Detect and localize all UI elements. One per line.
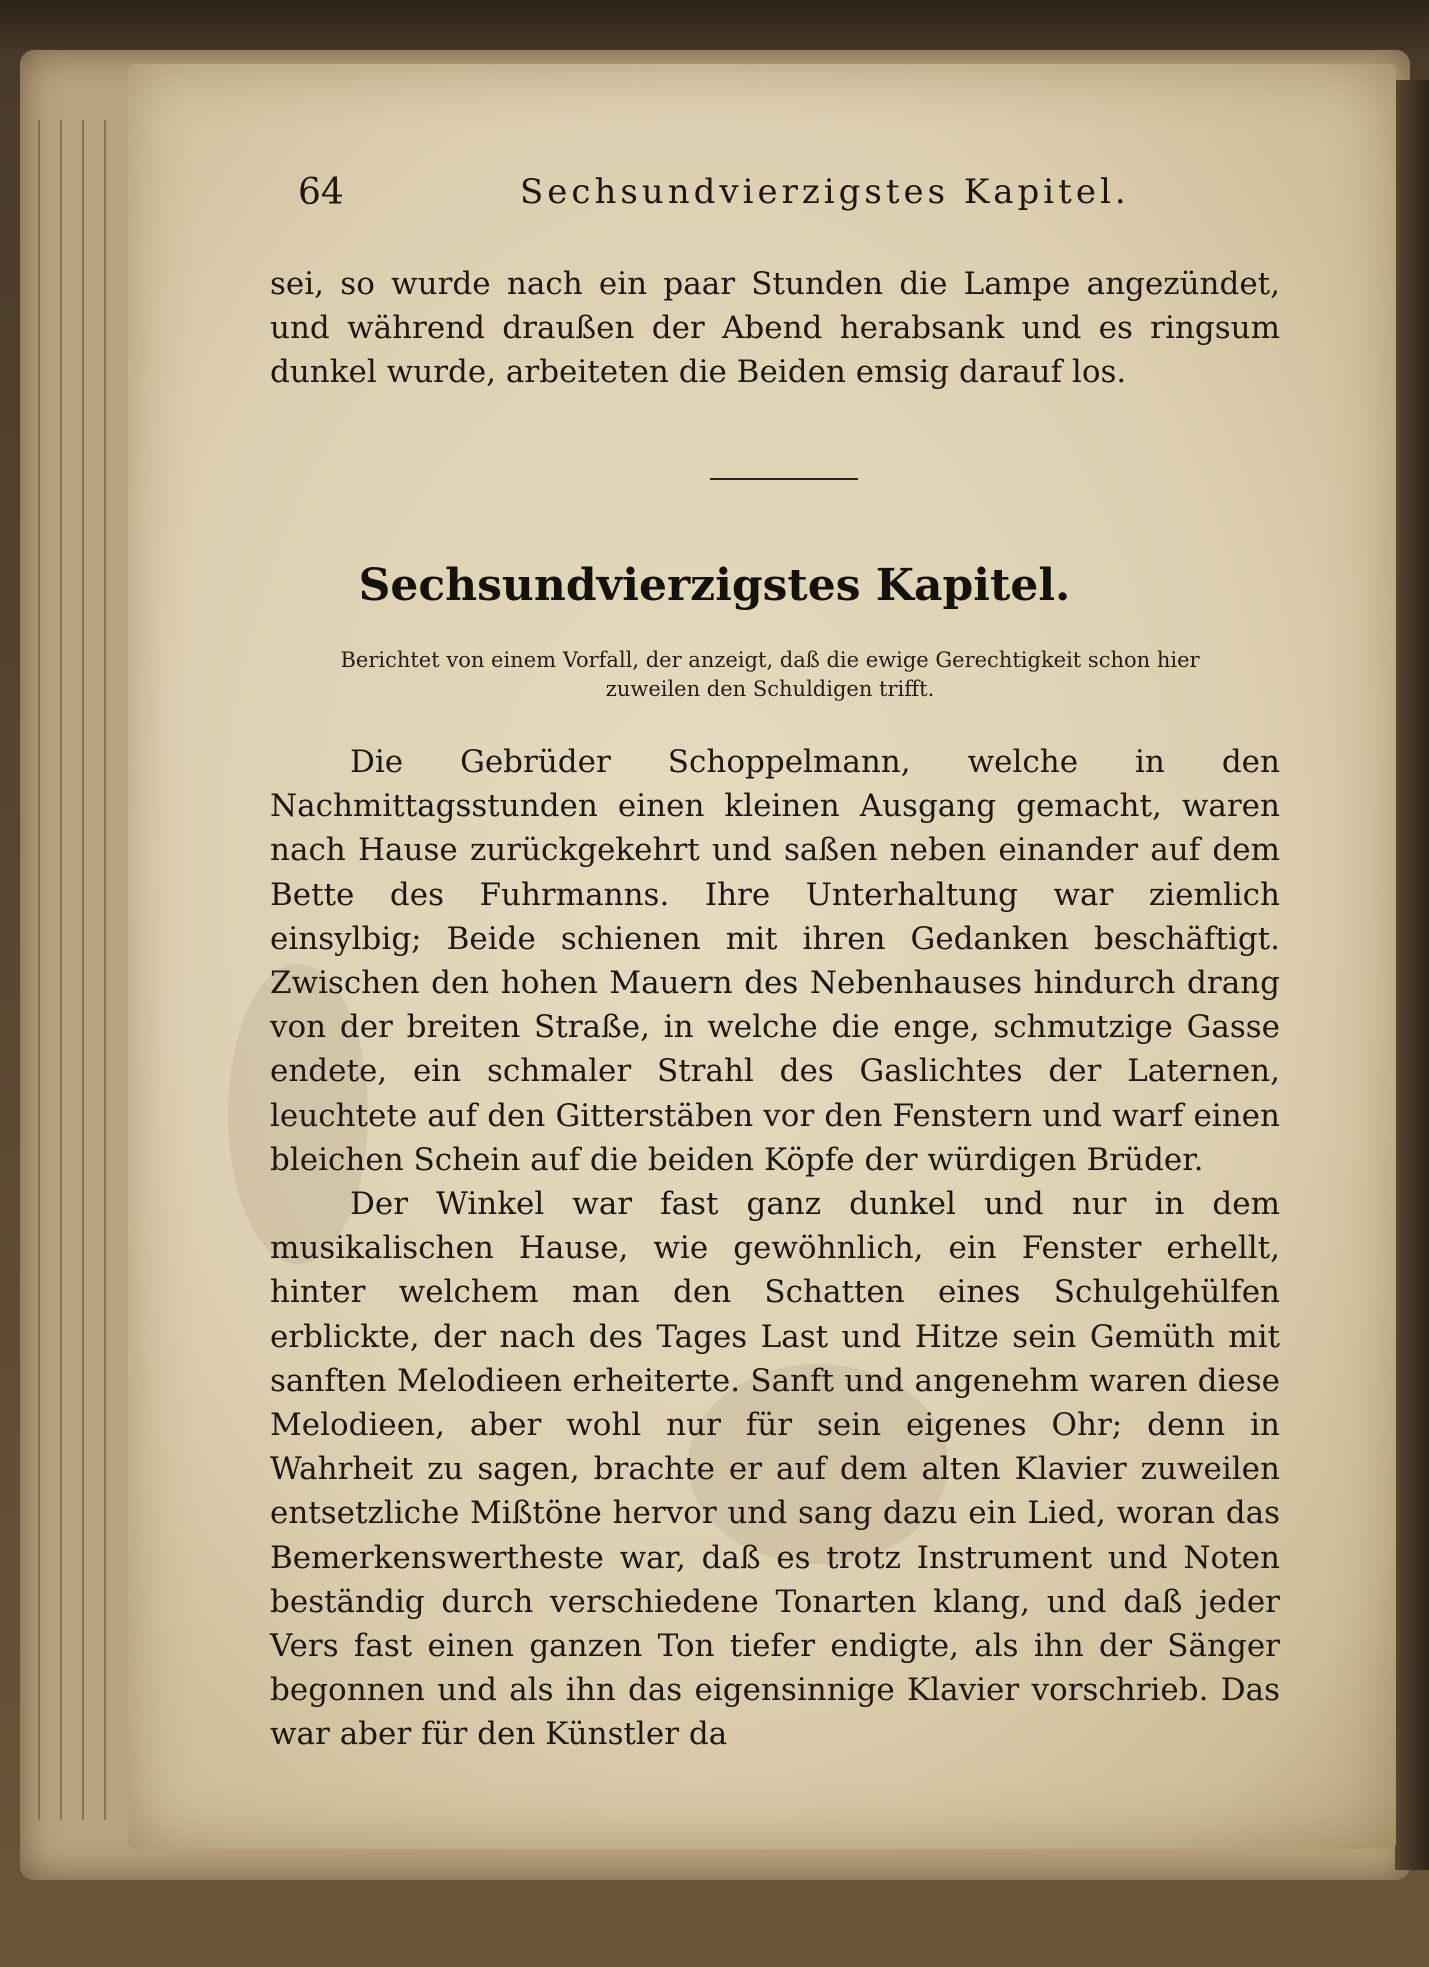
edge-line [104, 120, 106, 1820]
chapter-title: Sechsundvierzigstes Kapitel. [358, 560, 1071, 611]
running-head [0, 172, 1429, 232]
paragraph: Der Winkel war fast ganz dunkel und nur in dem musikalischen Hause, wie gewöhnlich, ein Fenster erhellt, hinter welchem man den Schatten eines Schulgehülfen erblickte, der nach des Tages Last und Hitze sein Gemüth mit sanften Melodieen erheiterte. Sanft und angenehm waren diese Melodieen, aber wohl nur für sein eigenes Ohr; denn in Wahrheit zu sagen, brachte er auf dem alten Klavier zuweilen entsetzliche Mißtöne hervor und sang dazu ein Lied, woran das Bemerkenswertheste war, daß es trotz Instrument und Noten beständig durch verschiedene Tonarten klang, und daß jeder Vers fast einen ganzen Ton tiefer endigte, als ihn der Sänger begonnen und als ihn das eigensinnige Klavier vorschrieb. Das war aber für den Künstler da [270, 1186, 1280, 1753]
running-title: Sechsundvierzigstes Kapitel. [520, 172, 1130, 212]
edge-line [38, 120, 40, 1820]
paragraph: Die Gebrüder Schoppelmann, welche in den Nachmittagsstunden einen kleinen Ausgang gemacht, waren nach Hause zurückgekehrt und saßen neben einander auf dem Bette des Fuhrmanns. Ihre Unterhaltung war ziemlich einsylbig; Beide schienen mit ihren Gedanken beschäftigt. Zwischen den hohen Mauern des Nebenhauses hindurch drang von der breiten Straße, in welche die enge, schmutzige Gasse endete, ein schmaler Strahl des Gaslichtes der Laternen, leuchtete auf den Gitterstäben vor den Fenstern und warf einen bleichen Schein auf die beiden Köpfe der würdigen Brüder. [270, 744, 1280, 1178]
book-spine [1395, 80, 1429, 1870]
edge-line [60, 120, 62, 1820]
edge-line [82, 120, 84, 1820]
chapter-summary: Berichtet von einem Vorfall, der anzeigt, daß die ewige Gerechtigkeit schon hier zuweilen den Schuldigen trifft. [340, 648, 1200, 701]
chapter-body [270, 740, 1280, 1757]
section-divider [710, 478, 858, 480]
page-number: 64 [298, 172, 344, 213]
intro-text: sei, so wurde nach ein paar Stunden die Lampe angezündet, und während draußen der Abend herabsank und es ringsum dunkel wurde, arbeiteten die Beiden emsig darauf los. [270, 266, 1280, 390]
